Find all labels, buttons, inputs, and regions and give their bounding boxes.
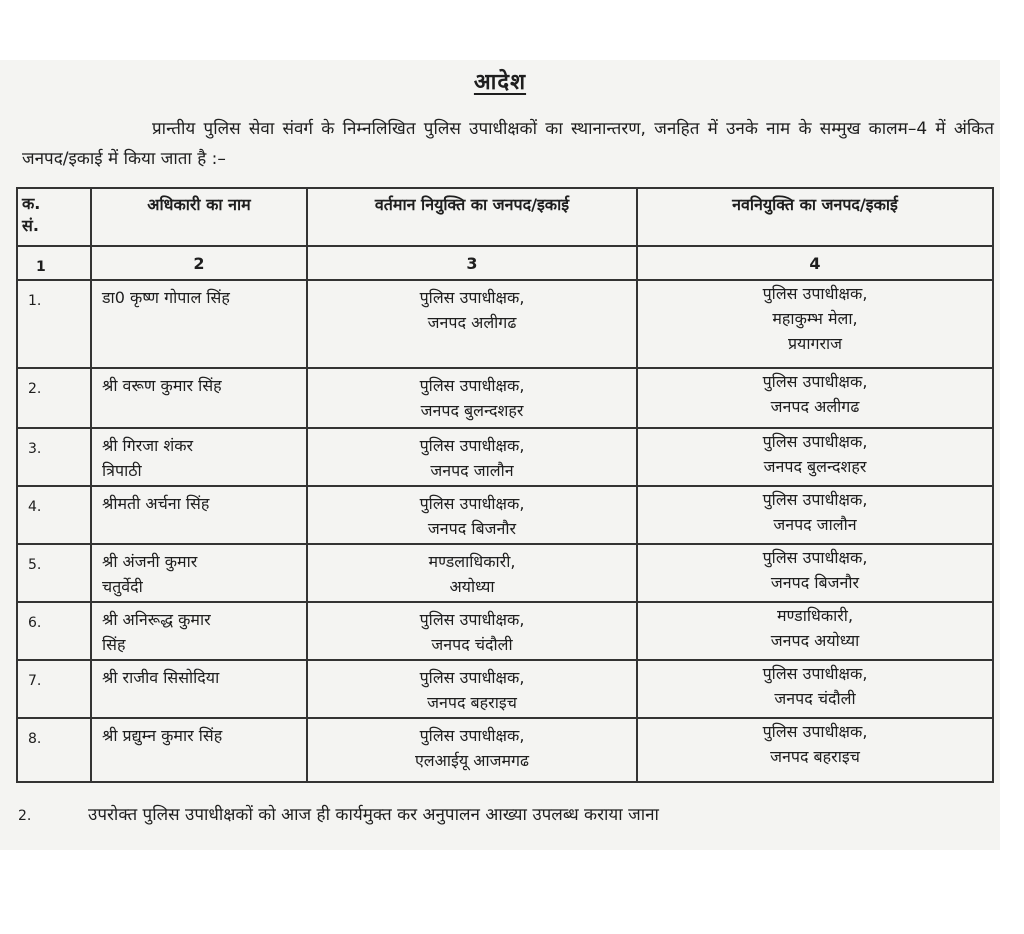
- officer-name-cell-line: त्रिपाठी: [102, 461, 142, 480]
- new-posting-cell-line: पुलिस उपाधीक्षक,: [762, 722, 868, 741]
- officer-name-cell: [91, 718, 307, 782]
- officer-name-cell: [91, 602, 307, 660]
- new-posting-cell-line: जनपद बहराइच: [770, 747, 860, 766]
- order-title: [0, 66, 1000, 96]
- current-posting-cell-line: मण्डलाधिकारी,: [428, 552, 516, 571]
- header-serial-line: क.: [22, 194, 41, 213]
- officer-name-cell-line: सिंह: [102, 635, 126, 654]
- new-posting-cell-line: जनपद चंदौली: [774, 689, 856, 708]
- header-current-posting: वर्तमान नियुक्ति का जनपद/इकाई: [307, 188, 637, 246]
- table-row: [17, 486, 993, 544]
- current-posting-cell-line: जनपद अलीगढ: [427, 313, 517, 332]
- current-posting-cell-line: पुलिस उपाधीक्षक,: [419, 494, 525, 513]
- current-posting-cell: [307, 544, 637, 602]
- table-row: [17, 280, 993, 368]
- officer-name-cell: [91, 428, 307, 486]
- new-posting-cell-line: पुलिस उपाधीक्षक,: [762, 490, 868, 509]
- table-row: [17, 602, 993, 660]
- table-row: [17, 368, 993, 428]
- new-posting-cell: [637, 280, 993, 368]
- order-intro-paragraph: प्रान्तीय पुलिस सेवा संवर्ग के निम्नलिखित पुलिस उपाधीक्षकों का स्थानान्तरण, जनहित में उनके नाम के सम्मुख कालम–4 में अंकित जनपद/इकाई में किया जाता है :–: [22, 119, 994, 169]
- header-new-posting: नवनियुक्ति का जनपद/इकाई: [637, 188, 993, 246]
- table-header-row: [17, 188, 993, 246]
- current-posting-cell-line: पुलिस उपाधीक्षक,: [419, 726, 525, 745]
- current-posting-cell: [307, 660, 637, 718]
- officer-name-cell-line: श्री वरूण कुमार सिंह: [102, 376, 222, 395]
- header-serial-line: सं.: [22, 216, 39, 235]
- new-posting-cell: [637, 718, 993, 782]
- current-posting-cell: [307, 486, 637, 544]
- new-posting-cell-line: पुलिस उपाधीक्षक,: [762, 432, 868, 451]
- serial-number-cell: 7.: [17, 660, 91, 718]
- officer-name-cell: [91, 660, 307, 718]
- officer-name-cell-line: चतुर्वेदी: [102, 577, 143, 596]
- new-posting-cell-line: प्रयागराज: [787, 334, 843, 353]
- current-posting-cell-line: अयोध्या: [449, 577, 495, 596]
- table-row: [17, 718, 993, 782]
- new-posting-cell-line: पुलिस उपाधीक्षक,: [762, 284, 868, 303]
- column-number: 1: [17, 246, 91, 280]
- current-posting-cell: [307, 280, 637, 368]
- clause-paragraph: [18, 802, 978, 825]
- officer-name-cell-line: श्री अंजनी कुमार: [102, 552, 198, 571]
- new-posting-cell-line: जनपद अयोध्या: [770, 631, 860, 650]
- clause-text: उपरोक्त पुलिस उपाधीक्षकों को आज ही कार्यमुक्त कर अनुपालन आख्या उपलब्ध कराया जाना: [88, 805, 659, 825]
- current-posting-cell-line: पुलिस उपाधीक्षक,: [419, 668, 525, 687]
- serial-number-cell: 5.: [17, 544, 91, 602]
- current-posting-cell-line: पुलिस उपाधीक्षक,: [419, 288, 525, 307]
- officer-name-cell: [91, 486, 307, 544]
- current-posting-cell-line: पुलिस उपाधीक्षक,: [419, 610, 525, 629]
- column-number: 2: [91, 246, 307, 280]
- new-posting-cell: [637, 368, 993, 428]
- serial-number-cell: 6.: [17, 602, 91, 660]
- current-posting-cell-line: जनपद बुलन्दशहर: [420, 401, 524, 420]
- officer-name-cell: [91, 280, 307, 368]
- table-row: [17, 660, 993, 718]
- header-officer-name: अधिकारी का नाम: [91, 188, 307, 246]
- current-posting-cell-line: जनपद बिजनौर: [427, 519, 517, 538]
- new-posting-cell-line: पुलिस उपाधीक्षक,: [762, 548, 868, 567]
- new-posting-cell: [637, 544, 993, 602]
- column-number-row: [17, 246, 993, 280]
- officer-name-cell-line: श्रीमती अर्चना सिंह: [102, 494, 210, 513]
- new-posting-cell-line: जनपद बिजनौर: [770, 573, 860, 592]
- current-posting-cell: [307, 718, 637, 782]
- new-posting-cell-line: जनपद अलीगढ: [770, 397, 860, 416]
- new-posting-cell-line: जनपद जालौन: [773, 515, 857, 534]
- new-posting-cell: [637, 486, 993, 544]
- serial-number-cell: 8.: [17, 718, 91, 782]
- header-serial-number: [17, 188, 91, 246]
- new-posting-cell: [637, 660, 993, 718]
- serial-number-cell: 3.: [17, 428, 91, 486]
- new-posting-cell-line: महाकुम्भ मेला,: [772, 309, 858, 328]
- officer-name-cell-line: श्री गिरजा शंकर: [102, 436, 194, 455]
- serial-number-cell: 4.: [17, 486, 91, 544]
- new-posting-cell: [637, 428, 993, 486]
- officer-name-cell: [91, 368, 307, 428]
- column-number: 4: [637, 246, 993, 280]
- current-posting-cell-line: जनपद बहराइच: [427, 693, 517, 712]
- current-posting-cell-line: जनपद जालौन: [430, 461, 514, 480]
- order-title-text: आदेश: [473, 70, 527, 95]
- new-posting-cell-line: जनपद बुलन्दशहर: [763, 457, 867, 476]
- current-posting-cell-line: जनपद चंदौली: [431, 635, 513, 654]
- current-posting-cell-line: पुलिस उपाधीक्षक,: [419, 436, 525, 455]
- table-row: [17, 544, 993, 602]
- new-posting-cell-line: मण्डाधिकारी,: [776, 606, 854, 625]
- officer-name-cell: [91, 544, 307, 602]
- current-posting-cell: [307, 368, 637, 428]
- officer-name-cell-line: श्री राजीव सिसोदिया: [102, 668, 220, 687]
- new-posting-cell: [637, 602, 993, 660]
- officer-name-cell-line: श्री अनिरूद्ध कुमार: [102, 610, 211, 629]
- current-posting-cell: [307, 428, 637, 486]
- transfer-table: [16, 187, 994, 783]
- current-posting-cell-line: पुलिस उपाधीक्षक,: [419, 376, 525, 395]
- serial-number-cell: 1.: [17, 280, 91, 368]
- current-posting-cell-line: एलआईयू आजमगढ: [414, 751, 530, 770]
- new-posting-cell-line: पुलिस उपाधीक्षक,: [762, 664, 868, 683]
- current-posting-cell: [307, 602, 637, 660]
- column-number: 3: [307, 246, 637, 280]
- serial-number-cell: 2.: [17, 368, 91, 428]
- table-row: [17, 428, 993, 486]
- clause-number: 2.: [18, 808, 32, 824]
- new-posting-cell-line: पुलिस उपाधीक्षक,: [762, 372, 868, 391]
- officer-name-cell-line: डा0 कृष्ण गोपाल सिंह: [102, 288, 230, 307]
- officer-name-cell-line: श्री प्रद्युम्न कुमार सिंह: [102, 726, 223, 745]
